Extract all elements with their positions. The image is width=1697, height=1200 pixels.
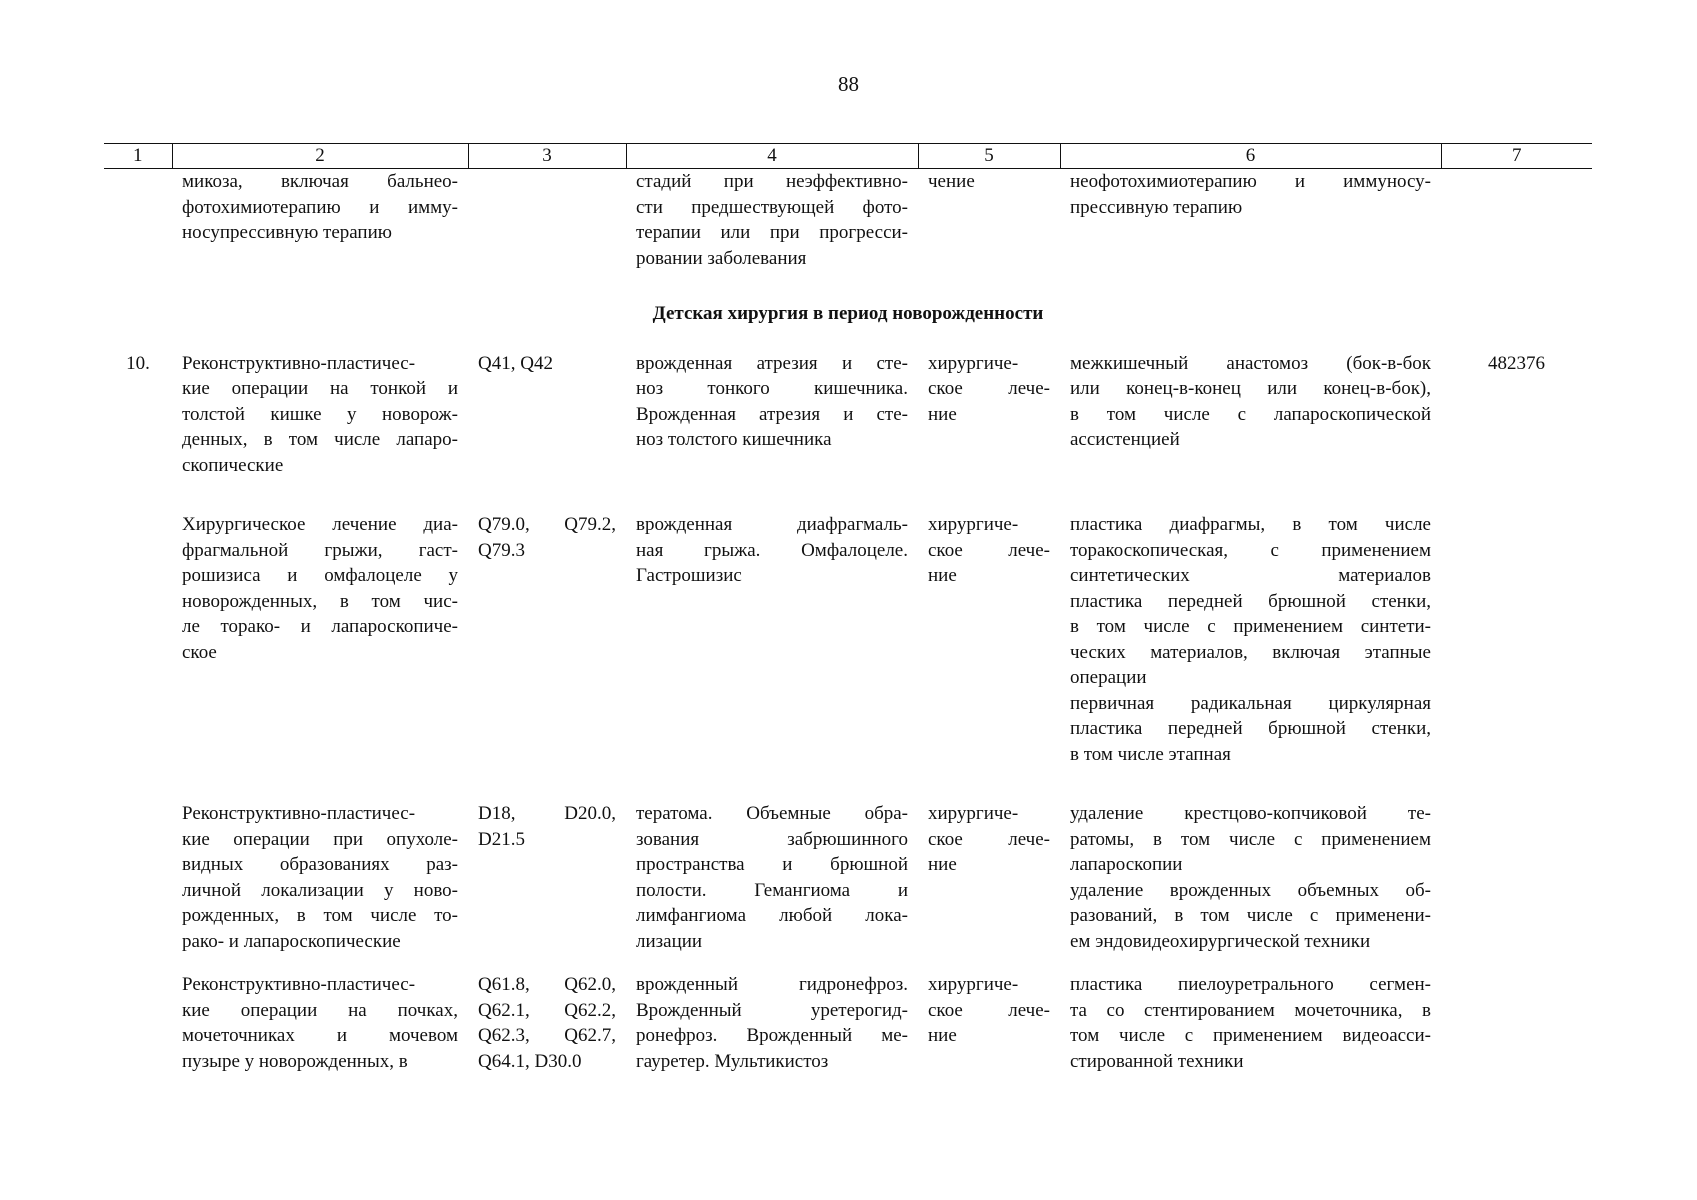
cell-profile-line: личной локализации у ново- [182, 879, 458, 901]
cell-method-line: ем эндовидеохирургической техники [1070, 930, 1371, 952]
table-row [104, 954, 1592, 1074]
cell-method-line: в том числе с лапароскопической [1070, 403, 1431, 425]
cell-method-line: первичная радикальная циркулярная [1070, 692, 1431, 714]
cell-treatment-type-line: чение [928, 171, 975, 192]
cell-method-line: лапароскопии [1070, 854, 1183, 875]
page-number: 88 [838, 72, 859, 96]
cell-treatment-type [918, 169, 1060, 272]
cell-profile-line: рако- и лапароскопические [182, 930, 401, 952]
cell-num [104, 954, 172, 1074]
cell-codes [468, 478, 626, 767]
column-header-7: 7 [1441, 144, 1592, 169]
column-header-2: 2 [172, 144, 468, 169]
procedures-table [104, 143, 1592, 1074]
cell-profile-line: новорожденных, в том чис- [182, 590, 458, 612]
cell-treatment-type-line: ское лече- [928, 828, 1050, 850]
cell-profile [172, 351, 468, 479]
table-row [104, 351, 1592, 479]
cell-num [104, 767, 172, 954]
cell-profile-line: фрагмальной грыжи, гаст- [182, 539, 458, 561]
cell-codes [468, 351, 626, 479]
cell-model [626, 767, 918, 954]
table-body [104, 169, 1592, 1075]
cell-treatment-type-line: ние [928, 854, 957, 875]
cell-codes [468, 767, 626, 954]
cell-model-line: лизации [636, 930, 703, 952]
cell-model-line: гауретер. Мультикистоз [636, 1050, 829, 1072]
cell-codes-line: D18, D20.0, [478, 803, 616, 824]
cell-profile-line: Реконструктивно-пластичес- [182, 803, 416, 824]
cell-treatment-type-line: ское лече- [928, 539, 1050, 561]
cell-treatment-type-line: ское лече- [928, 999, 1050, 1021]
cell-method-line: в том числе с применением синтети- [1070, 616, 1431, 637]
cell-model-line: врожденная диафрагмаль- [636, 514, 908, 535]
cell-treatment-type [918, 767, 1060, 954]
cell-model-line: ноз тонкого кишечника. [636, 378, 908, 399]
section-heading: Детская хирургия в период новорожденности [652, 303, 1044, 324]
cell-profile-line: пузыре у новорожденных, в [182, 1050, 408, 1072]
cell-method-line: пластика передней брюшной стенки, [1070, 590, 1431, 612]
column-header-5: 5 [918, 144, 1060, 169]
column-header-4: 4 [626, 144, 918, 169]
cell-profile-line: ское [182, 641, 217, 663]
cell-profile [172, 478, 468, 767]
cell-method-line: та со стентированием мочеточника, в [1070, 999, 1431, 1021]
cell-model-line: ноз толстого кишечника [636, 429, 832, 450]
cell-cost [1441, 954, 1592, 1074]
cell-method [1060, 954, 1441, 1074]
cell-model-line: зования забрюшинного [636, 828, 908, 850]
cell-profile-line: фотохимиотерапию и имму- [182, 196, 458, 218]
cell-treatment-type-line: хирургиче- [928, 974, 1019, 995]
cell-model-line: ровании заболевания [636, 247, 807, 269]
cell-treatment-type-line: ние [928, 1025, 957, 1046]
cell-treatment-type [918, 478, 1060, 767]
cell-num [104, 478, 172, 767]
cell-profile-line: рожденных, в том числе то- [182, 905, 458, 926]
cell-cost [1441, 767, 1592, 954]
cell-profile-line: денных, в том числе лапаро- [182, 429, 458, 450]
cell-method-line: в том числе этапная [1070, 743, 1231, 765]
table-row-continuation [104, 169, 1592, 272]
cell-codes [468, 169, 626, 272]
cell-method [1060, 767, 1441, 954]
cell-method-line: удаление врожденных объемных об- [1070, 879, 1431, 901]
cell-treatment-type [918, 351, 1060, 479]
cell-method [1060, 169, 1441, 272]
cell-num [104, 169, 172, 272]
cell-treatment-type-line: ние [928, 565, 957, 586]
cell-num: 10. [126, 352, 150, 374]
table-row [104, 478, 1592, 767]
cell-codes-line: Q64.1, D30.0 [478, 1050, 582, 1072]
column-header-6: 6 [1060, 144, 1441, 169]
table-row [104, 767, 1592, 954]
cell-model-line: ронефроз. Врожденный ме- [636, 1025, 908, 1046]
cell-codes-line: Q62.3, Q62.7, [478, 1025, 616, 1046]
cell-profile [172, 767, 468, 954]
cell-profile-line: скопические [182, 454, 284, 476]
cell-profile-line: кие операции на тонкой и [182, 378, 458, 399]
cell-method-line: ассистенцией [1070, 429, 1180, 450]
cell-profile-line: Реконструктивно-пластичес- [182, 352, 416, 374]
cell-profile-line: Реконструктивно-пластичес- [182, 974, 416, 995]
cell-model-line: пространства и брюшной [636, 854, 908, 875]
cell-model-line: ная грыжа. Омфалоцеле. [636, 539, 908, 561]
cell-profile-line: мочеточниках и мочевом [182, 1025, 458, 1046]
cell-cost [1441, 169, 1592, 272]
cell-profile-line: толстой кишке у новорож- [182, 403, 458, 425]
cell-model-line: Врожденная атрезия и сте- [636, 403, 908, 425]
cell-model-line: полости. Гемангиома и [636, 879, 908, 901]
cell-codes-line: D21.5 [478, 828, 525, 850]
cell-model [626, 169, 918, 272]
cell-profile-line: Хирургическое лечение диа- [182, 514, 458, 535]
cell-method-line: пластика пиелоуретрального сегмен- [1070, 974, 1431, 995]
cell-method-line: том числе с применением видеоасси- [1070, 1025, 1431, 1046]
column-header-3: 3 [468, 144, 626, 169]
cell-treatment-type-line: ние [928, 403, 957, 425]
cell-model-line: стадий при неэффективно- [636, 171, 908, 192]
cell-method-line: пластика передней брюшной стенки, [1070, 718, 1431, 739]
cell-method-line: ческих материалов, включая этапные [1070, 641, 1431, 663]
cell-method [1060, 478, 1441, 767]
cell-method [1060, 351, 1441, 479]
cell-method-line: удаление крестцово-копчиковой те- [1070, 803, 1431, 824]
cell-profile-line: кие операции при опухоле- [182, 828, 458, 850]
cell-model-line: терапии или при прогресси- [636, 222, 908, 243]
cell-profile-line: рошизиса и омфалоцеле у [182, 565, 458, 586]
cell-model-line: Врожденный уретерогид- [636, 999, 908, 1021]
cell-method-line: или конец-в-конец или конец-в-бок), [1070, 378, 1431, 399]
cell-treatment-type-line: хирургиче- [928, 803, 1019, 824]
cell-model [626, 954, 918, 1074]
cell-treatment-type-line: хирургиче- [928, 514, 1019, 535]
cell-treatment-type-line: хирургиче- [928, 352, 1019, 374]
cell-codes-line: Q79.3 [478, 539, 525, 561]
table-header [104, 144, 1592, 169]
cell-method-line: прессивную терапию [1070, 196, 1243, 218]
cell-model [626, 478, 918, 767]
cell-treatment-type [918, 954, 1060, 1074]
cell-profile-line: кие операции на почках, [182, 999, 458, 1021]
cell-codes [468, 954, 626, 1074]
cell-method-line: операции [1070, 667, 1147, 688]
cell-method-line: ратомы, в том числе с применением [1070, 828, 1431, 850]
cell-method-line: межкишечный анастомоз (бок-в-бок [1070, 352, 1431, 374]
cell-cost [1441, 478, 1592, 767]
cell-codes-line: Q62.1, Q62.2, [478, 999, 616, 1021]
cell-method-line: разований, в том числе с применени- [1070, 905, 1431, 926]
cell-model [626, 351, 918, 479]
cell-codes-line: Q79.0, Q79.2, [478, 514, 616, 535]
cell-model-line: Гастрошизис [636, 565, 742, 586]
cell-cost: 482376 [1488, 352, 1545, 374]
cell-model-line: лимфангиома любой лока- [636, 905, 908, 926]
cell-model-line: врожденный гидронефроз. [636, 974, 908, 995]
cell-profile-line: ле торако- и лапароскопиче- [182, 616, 458, 637]
cell-profile [172, 954, 468, 1074]
cell-method-line: стированной техники [1070, 1050, 1244, 1072]
cell-method-line: неофотохимиотерапию и иммуносу- [1070, 171, 1431, 192]
cell-profile-line: микоза, включая бальнео- [182, 171, 458, 192]
cell-method-line: пластика диафрагмы, в том числе [1070, 514, 1431, 535]
section-heading-row [104, 271, 1592, 351]
cell-profile-line: носупрессивную терапию [182, 222, 392, 243]
column-header-1: 1 [104, 144, 172, 169]
cell-codes-line: Q41, Q42 [478, 352, 553, 374]
cell-profile [172, 169, 468, 272]
cell-model-line: сти предшествующей фото- [636, 196, 908, 218]
cell-model-line: тератома. Объемные обра- [636, 803, 908, 824]
cell-profile-line: видных образованиях раз- [182, 854, 458, 875]
cell-model-line: врожденная атрезия и сте- [636, 352, 908, 374]
cell-treatment-type-line: ское лече- [928, 378, 1050, 399]
cell-method-line: синтетических материалов [1070, 565, 1431, 586]
cell-method-line: торакоскопическая, с применением [1070, 539, 1431, 561]
cell-codes-line: Q61.8, Q62.0, [478, 974, 616, 995]
